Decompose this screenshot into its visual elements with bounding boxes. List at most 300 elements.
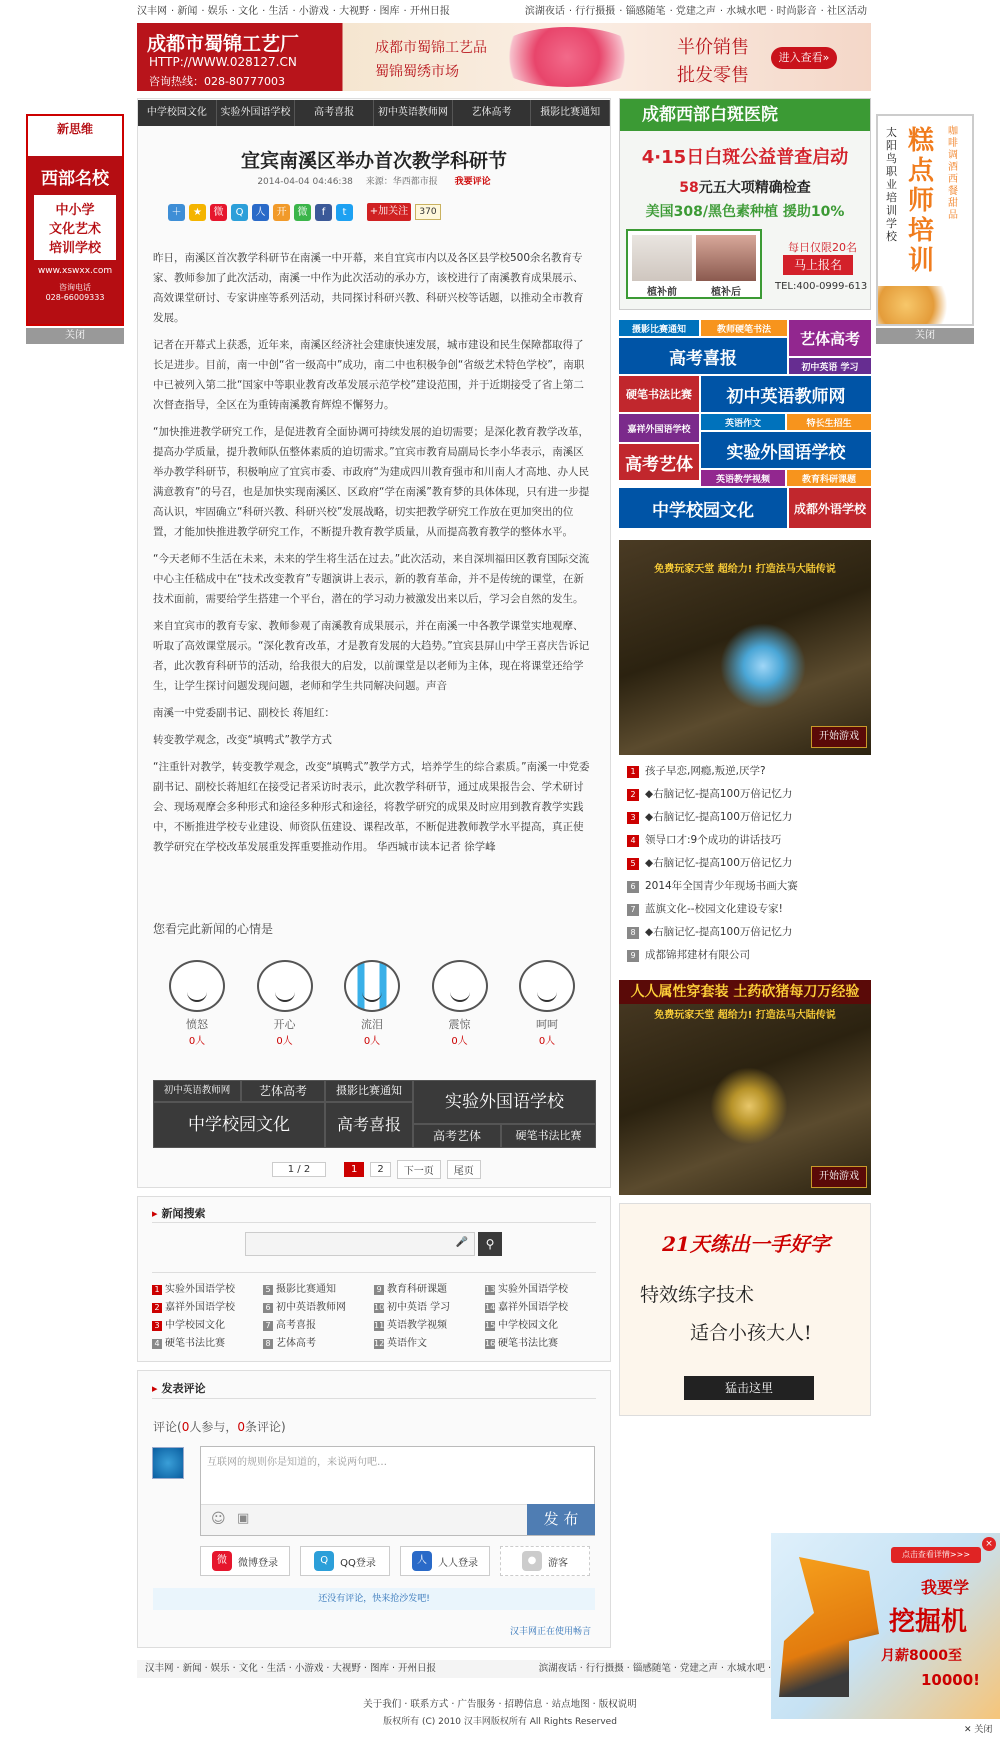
school-tile[interactable]: 英语教学视频 bbox=[701, 470, 785, 486]
school-tile[interactable]: 初中英语 学习 bbox=[789, 358, 871, 374]
hot-list-item[interactable] bbox=[619, 760, 871, 783]
article-date: 2014-04-04 04:46:38 bbox=[257, 177, 353, 187]
no-comment-notice: 还没有评论，快来抢沙发吧! bbox=[153, 1588, 595, 1610]
hot-tag-link[interactable] bbox=[485, 1318, 596, 1334]
footer-nav-link[interactable]: 党建之声 bbox=[679, 1663, 718, 1674]
link-tile[interactable]: 实验外国语学校 bbox=[413, 1080, 596, 1124]
mood-options bbox=[162, 960, 582, 1047]
link-tile[interactable]: 高考艺体 bbox=[413, 1124, 501, 1148]
excavator-image bbox=[779, 1557, 879, 1697]
mood-angry[interactable] bbox=[162, 960, 232, 1047]
top-nav-link[interactable]: 党建之声 bbox=[675, 6, 716, 17]
participant-count: 0 bbox=[181, 1420, 190, 1434]
footer-nav-link[interactable]: 汉丰网 bbox=[145, 1663, 174, 1674]
article-paragraph: 记者在开幕式上获悉，近年来，南溪区经济社会建康快速发展，城市建设和民生保障都取得了长足进步。目前，南一中创“省一级高中”成功，南二中也积极争创“省级艺术特色学校”，南职中已被列入第二批“国家中等职业教育改革发展示范学校”建设范围，并于近期接受了省上第二次督查指导，全区在为重铸南溪教育辉煌不懈努力。 bbox=[153, 339, 585, 411]
shocked-face-icon bbox=[432, 960, 488, 1012]
link-tile[interactable]: 摄影比赛通知 bbox=[325, 1080, 413, 1102]
footer-nav-link[interactable]: 行行摄摄 bbox=[585, 1663, 624, 1674]
left-ad-close-button[interactable]: 关闭 bbox=[26, 328, 124, 344]
footer-link[interactable]: 关于我们 bbox=[363, 1699, 402, 1710]
search-icon[interactable]: ⚲ bbox=[478, 1232, 502, 1256]
hot-list-item[interactable] bbox=[619, 852, 871, 875]
footer-nav-link[interactable]: 锱感随笔 bbox=[632, 1663, 671, 1674]
page-1-link[interactable]: 1 bbox=[344, 1162, 364, 1177]
mood-label: 震惊 bbox=[448, 1018, 471, 1031]
angry-face-icon bbox=[169, 960, 225, 1012]
offer-price: 58 bbox=[679, 180, 699, 196]
kaixin-icon[interactable]: 开 bbox=[273, 204, 290, 221]
excavator-ad[interactable] bbox=[771, 1533, 1000, 1719]
top-nav-link[interactable]: 大视野 bbox=[339, 6, 370, 17]
banner-slogan1: 半价销售 bbox=[677, 37, 749, 58]
pagination bbox=[272, 1160, 481, 1179]
school-tile[interactable]: 成都外语学校 bbox=[789, 488, 871, 528]
close-icon[interactable]: × bbox=[982, 1537, 996, 1551]
rank-badge: 12 bbox=[374, 1339, 385, 1348]
hot-tag-link[interactable] bbox=[152, 1336, 263, 1352]
hot-tag-link[interactable] bbox=[374, 1336, 485, 1352]
hot-list-item[interactable] bbox=[619, 898, 871, 921]
publish-button[interactable]: 发 布 bbox=[527, 1504, 595, 1535]
hot-list-item[interactable] bbox=[619, 944, 871, 967]
banner-url: HTTP://WWW.028127.CN bbox=[149, 55, 297, 69]
start-game-button[interactable]: 开始游戏 bbox=[811, 726, 867, 748]
excavator-detail-link[interactable]: 点击查看详情>>> bbox=[891, 1547, 981, 1563]
hospital-ad[interactable] bbox=[619, 98, 871, 310]
footer-nav-link[interactable]: 大视野 bbox=[332, 1663, 361, 1674]
calligraphy-ad[interactable] bbox=[619, 1203, 871, 1416]
school-tile[interactable]: 摄影比赛通知 bbox=[619, 320, 699, 336]
left-ad-line3: 文化艺术 bbox=[48, 222, 101, 237]
footer-nav-link[interactable]: 新闻 bbox=[182, 1663, 202, 1674]
hot-list-item[interactable] bbox=[619, 875, 871, 898]
left-ad-url: www.xswxx.com bbox=[37, 266, 113, 276]
footer-nav bbox=[137, 1660, 771, 1678]
rank-badge: 4 bbox=[627, 835, 639, 847]
excavator-close-button[interactable]: ✕ 关闭 bbox=[964, 1725, 993, 1735]
rank-badge: 8 bbox=[627, 927, 639, 939]
mood-smirk[interactable] bbox=[512, 960, 582, 1047]
category-tab[interactable]: 初中英语教师网 bbox=[374, 100, 453, 126]
login-label: 人人登录 bbox=[438, 1557, 478, 1569]
hot-tag-link[interactable] bbox=[263, 1300, 374, 1316]
hot-list-item[interactable] bbox=[619, 806, 871, 829]
top-nav-link[interactable]: 新闻 bbox=[177, 6, 198, 17]
comment-count-text: 评论( bbox=[153, 1420, 182, 1434]
game-scene-image bbox=[679, 1040, 819, 1150]
category-tab[interactable]: 中学校园文化 bbox=[138, 100, 217, 126]
hot-tag-link[interactable] bbox=[152, 1318, 263, 1334]
comment-count-text: 条评论) bbox=[244, 1420, 286, 1434]
offer-text: 元五大项精确检查 bbox=[698, 180, 811, 196]
top-nav-link[interactable]: 小游戏 bbox=[298, 6, 329, 17]
footer-nav-link[interactable]: 滨湖夜话 bbox=[538, 1663, 577, 1674]
hot-tag-label: 中学校园文化 bbox=[165, 1320, 225, 1331]
hot-list-item[interactable] bbox=[619, 921, 871, 944]
hot-tags bbox=[152, 1282, 596, 1352]
school-tile[interactable]: 高考喜报 bbox=[619, 338, 787, 374]
banner-brand: 成都市蜀锦工艺厂 bbox=[147, 33, 300, 55]
banner-sub1: 成都市蜀锦工艺品 bbox=[375, 40, 487, 56]
game-ad-1[interactable] bbox=[619, 540, 871, 755]
start-game-button[interactable]: 开始游戏 bbox=[811, 1166, 867, 1188]
hot-tag-label: 实验外国语学校 bbox=[165, 1284, 235, 1295]
hospital-event: 4·15日白斑公益普查启动 bbox=[641, 147, 849, 168]
last-page-link[interactable]: 尾页 bbox=[447, 1160, 481, 1179]
rank-badge: 4 bbox=[152, 1339, 162, 1349]
hot-tag-link[interactable] bbox=[263, 1282, 374, 1298]
mood-shocked[interactable] bbox=[425, 960, 495, 1047]
hot-tag-label: 硬笔书法比赛 bbox=[498, 1338, 558, 1349]
hot-tag-link[interactable] bbox=[485, 1300, 596, 1316]
article-paragraph: 南溪一中党委副书记、副校长 蒋旭红： bbox=[153, 707, 335, 719]
hot-tag-label: 嘉祥外国语学校 bbox=[498, 1302, 568, 1313]
footer-nav-link[interactable]: 娱乐 bbox=[210, 1663, 230, 1674]
twitter-icon[interactable]: t bbox=[336, 204, 353, 221]
hot-tag-label: 英语教学视频 bbox=[387, 1320, 447, 1331]
school-tile[interactable]: 教育科研课题 bbox=[787, 470, 871, 486]
comment-number: 0 bbox=[237, 1420, 245, 1434]
game-scene-image bbox=[679, 600, 819, 710]
banner-phone: 咨询热线：028-80777003 bbox=[149, 75, 285, 88]
mood-count: 0人 bbox=[363, 1036, 381, 1047]
link-tile[interactable]: 硬笔书法比赛 bbox=[501, 1124, 596, 1148]
after-label: 植补后 bbox=[711, 287, 741, 298]
hot-tag-label: 初中英语教师网 bbox=[276, 1302, 346, 1313]
rank-badge: 3 bbox=[627, 812, 639, 824]
hospital-tel: TEL:400-0999-613 bbox=[775, 281, 868, 292]
mood-count: 0人 bbox=[451, 1036, 468, 1047]
left-ad-phone: 028-66009333 bbox=[45, 293, 105, 302]
hot-tag-label: 艺体高考 bbox=[276, 1338, 316, 1349]
hot-list-label: 孩子早恋,网瘾,叛逆,厌学? bbox=[645, 765, 766, 777]
hot-list-label: ◆右脑记忆-提高100万倍记忆力 bbox=[645, 857, 793, 869]
emoji-icon[interactable]: ☺ bbox=[211, 1511, 226, 1527]
top-nav-link[interactable]: 时尚影音 bbox=[776, 6, 817, 17]
hot-tag-label: 高考喜报 bbox=[276, 1320, 316, 1331]
image-icon[interactable]: ▣ bbox=[237, 1511, 250, 1526]
footer-link[interactable]: 版权说明 bbox=[598, 1699, 637, 1710]
rank-badge: 1 bbox=[627, 766, 639, 778]
hot-tag-label: 嘉祥外国语学校 bbox=[165, 1302, 235, 1313]
calligraphy-click-button[interactable]: 猛击这里 bbox=[684, 1376, 814, 1400]
hot-tag-link[interactable] bbox=[374, 1318, 485, 1334]
changyan-link[interactable]: 汉丰网正在使用畅言 bbox=[510, 1627, 592, 1637]
excavator-line2: 挖掘机 bbox=[889, 1607, 968, 1637]
category-tab[interactable]: 实验外国语学校 bbox=[217, 100, 296, 126]
school-tile[interactable]: 中学校园文化 bbox=[619, 488, 787, 528]
footer-nav-right: 滨湖夜话 · 行行摄摄 · 锱感随笔 · 党建之声 · 水城水吧 · bbox=[538, 1663, 771, 1674]
mood-label: 呵呵 bbox=[536, 1018, 558, 1031]
before-after-images bbox=[626, 229, 762, 299]
hospital-quota: 每日仅限20名 bbox=[788, 241, 857, 254]
right-ad-big: 糕点师培训 bbox=[908, 126, 935, 276]
hot-tag-label: 实验外国语学校 bbox=[498, 1284, 568, 1295]
follow-count: 370 bbox=[415, 204, 441, 220]
rank-badge: 15 bbox=[485, 1321, 496, 1330]
footer-nav-link[interactable]: 文化 bbox=[238, 1663, 258, 1674]
page-summary: 1 / 2 bbox=[272, 1162, 326, 1177]
right-side-ad[interactable] bbox=[876, 114, 974, 326]
calligraphy-headline: 21天练出一手好字 bbox=[662, 1232, 830, 1256]
game-banner: 人人属性穿套装 土药砍猪每刀万经验 bbox=[619, 980, 871, 1004]
hot-tag-label: 硬笔书法比赛 bbox=[165, 1338, 225, 1349]
hot-list-label: 2014年全国青少年现场书画大赛 bbox=[645, 880, 798, 892]
rank-badge: 10 bbox=[374, 1303, 385, 1312]
hot-tag-link[interactable] bbox=[485, 1282, 596, 1298]
signup-button[interactable]: 马上报名 bbox=[783, 255, 853, 275]
rank-badge: 6 bbox=[627, 881, 639, 893]
avatar bbox=[152, 1447, 184, 1479]
right-ad-small: 咖啡调酒西餐甜品 bbox=[948, 126, 958, 221]
mood-count: 0人 bbox=[188, 1036, 206, 1047]
after-image bbox=[696, 235, 756, 281]
left-ad-logo: 新思维 bbox=[28, 116, 122, 156]
school-tile[interactable]: 英语作文 bbox=[701, 414, 785, 430]
mood-count: 0人 bbox=[276, 1036, 293, 1047]
hospital-title: 成都西部白斑医院 bbox=[620, 99, 870, 131]
top-nav-link[interactable]: 文化 bbox=[238, 6, 259, 17]
hot-list-label: ◆右脑记忆-提高100万倍记忆力 bbox=[645, 788, 793, 800]
footer-nav-link[interactable]: 生活 bbox=[266, 1663, 286, 1674]
weibo-icon: 微 bbox=[212, 1551, 232, 1571]
footer-nav-link[interactable]: 图库 bbox=[369, 1663, 389, 1674]
smirk-face-icon bbox=[519, 960, 575, 1012]
school-tile[interactable]: 硬笔书法比赛 bbox=[619, 376, 699, 412]
category-tab[interactable]: 高考喜报 bbox=[295, 100, 374, 126]
hot-tag-link[interactable] bbox=[152, 1300, 263, 1316]
qq-icon: Q bbox=[314, 1551, 334, 1571]
guest-login-button[interactable] bbox=[500, 1546, 590, 1576]
guest-avatar-icon: ● bbox=[522, 1551, 542, 1571]
footer-link[interactable]: 联系方式 bbox=[410, 1699, 449, 1710]
comment-title: ▸ 发表评论 bbox=[152, 1380, 206, 1396]
left-ad-line1: 西部名校 bbox=[41, 169, 109, 189]
top-nav-link[interactable]: 娱乐 bbox=[207, 6, 228, 17]
facebook-icon[interactable]: f bbox=[315, 204, 332, 221]
article-title: 宜宾南溪区举办首次教学科研节 bbox=[240, 150, 507, 172]
link-tile[interactable]: 初中英语教师网 bbox=[153, 1080, 241, 1102]
news-search-input[interactable] bbox=[245, 1232, 475, 1256]
rank-badge: 13 bbox=[485, 1285, 496, 1294]
hot-tag-link[interactable] bbox=[485, 1336, 596, 1352]
hot-tag-label: 英语作文 bbox=[387, 1338, 427, 1349]
banner-slogan2: 批发零售 bbox=[677, 65, 749, 86]
link-tile[interactable]: 中学校园文化 bbox=[153, 1102, 325, 1148]
hot-tag-label: 初中英语 学习 bbox=[387, 1302, 451, 1313]
top-nav-link[interactable]: 汉丰网 bbox=[137, 6, 167, 17]
footer-nav-link[interactable]: 水城水吧 bbox=[726, 1663, 765, 1674]
news-search-title: ▸ 新闻搜索 bbox=[152, 1205, 206, 1221]
link-tile[interactable]: 艺体高考 bbox=[241, 1080, 325, 1102]
category-tab[interactable]: 摄影比赛通知 bbox=[531, 100, 610, 126]
footer-link[interactable]: 招聘信息 bbox=[504, 1699, 543, 1710]
mood-label: 流泪 bbox=[361, 1018, 383, 1031]
hot-tag-link[interactable] bbox=[152, 1282, 263, 1298]
left-ad-phone-label: 咨询电话 bbox=[59, 283, 91, 292]
weibo-icon[interactable]: 微 bbox=[210, 204, 227, 221]
hot-list-label: 蓝旗文化--校园文化建设专家! bbox=[645, 903, 783, 915]
rank-badge: 3 bbox=[152, 1321, 162, 1331]
calligraphy-line2: 特效练字技术 bbox=[640, 1284, 755, 1306]
mood-happy[interactable] bbox=[250, 960, 320, 1047]
cake-image bbox=[878, 286, 972, 324]
footer-link[interactable]: 广告服务 bbox=[457, 1699, 496, 1710]
comment-textarea[interactable]: 互联网的规则你是知道的，来说两句吧… bbox=[200, 1446, 595, 1536]
article-paragraph: 昨日，南溪区首次教学科研节在南溪一中开幕，来自宜宾市内以及各区县学校500余名教育专家、教师参加了此次活动，南溪一中作为此次活动的承办方，该校进行了南溪教育成果展示、高效课堂研讨、专家讲座等系列活动，共同探讨科研兴教、科研兴校等话题，以推动全市教育发展。 bbox=[153, 252, 584, 324]
link-tile[interactable]: 高考喜报 bbox=[325, 1102, 413, 1148]
renren-icon[interactable]: 人 bbox=[252, 204, 269, 221]
renren-icon: 人 bbox=[412, 1551, 432, 1571]
school-tile[interactable]: 教师硬笔书法 bbox=[701, 320, 787, 336]
next-page-link[interactable]: 下一页 bbox=[397, 1160, 441, 1179]
share-more-icon[interactable]: ＋ bbox=[168, 204, 185, 221]
school-tile[interactable]: 嘉祥外国语学校 bbox=[619, 414, 699, 442]
hot-list-label: ◆右脑记忆-提高100万倍记忆力 bbox=[645, 926, 793, 938]
mic-icon[interactable]: 🎤 bbox=[455, 1237, 468, 1248]
weibo-login-button[interactable] bbox=[200, 1546, 290, 1576]
rank-badge: 2 bbox=[152, 1303, 162, 1313]
login-label: QQ登录 bbox=[340, 1557, 376, 1569]
footer-links: 关于我们 · 联系方式 · 广告服务 · 招聘信息 · 站点地图 · 版权说明 bbox=[363, 1699, 637, 1710]
divider bbox=[152, 1272, 596, 1273]
hot-list-label: ◆右脑记忆-提高100万倍记忆力 bbox=[645, 811, 793, 823]
right-ad-line1: 太阳鸟职业培训学校 bbox=[886, 126, 897, 243]
article-paragraph: “注重针对教学，转变教学观念，改变“填鸭式”教学方式，培养学生的综合素质。”南溪一中党委副书记、副校长蒋旭红在接受记者采访时表示，此次教学科研节，通过成果报告会、学术研讨会、现场观摩会多种形式和途径多种形式和途径，将教学研究的成果及时应用到教育教学实践中，不断推进学校专业建设、师资队伍建设、课程改革，不断促进教师教学水平提高，真正使教学研究在学校改革发展重发挥重要推动作用。 华西城市读本记者 徐学峰 bbox=[153, 761, 590, 853]
article-body bbox=[153, 248, 593, 864]
school-tile[interactable]: 高考艺体 bbox=[619, 444, 699, 480]
school-tile[interactable]: 艺体高考 bbox=[789, 320, 871, 356]
mood-label: 愤怒 bbox=[186, 1018, 208, 1031]
article-paragraph: 转变教学观念，改变“填鸭式”教学方式 bbox=[153, 734, 332, 746]
excavator-line4: 10000! bbox=[921, 1671, 981, 1689]
article-paragraph: “今天老师不生活在未来，未来的学生将生活在过去。”此次活动，来自深圳福田区教育国际交流中心主任嵇成中在“技术改变教育”专题演讲上表示，新的教育革命，并不是传统的课堂，在新技术面前，需要给学生搭建一个平台，潜在的学习动力被激发出来以后，学习会自然的发生。 bbox=[153, 553, 590, 605]
flower-image bbox=[492, 27, 642, 87]
mood-question: 您看完此新闻的心情是 bbox=[153, 922, 274, 936]
rank-badge: 7 bbox=[263, 1321, 273, 1331]
qzone-icon[interactable]: Q bbox=[231, 204, 248, 221]
top-nav-link[interactable]: 水城水吧 bbox=[726, 6, 767, 17]
footer-nav-link[interactable]: 开州日报 bbox=[398, 1663, 437, 1674]
divider bbox=[152, 1398, 596, 1399]
hot-list-item[interactable] bbox=[619, 783, 871, 806]
follow-button[interactable]: +加关注 bbox=[367, 203, 411, 221]
excavator-line3: 月薪8000至 bbox=[881, 1648, 962, 1664]
game-tagline: 免费玩家天堂 超给力! 打造法马大陆传说 bbox=[654, 1010, 836, 1021]
left-ad-line4: 培训学校 bbox=[48, 241, 101, 256]
rank-badge: 6 bbox=[263, 1303, 273, 1313]
top-nav-link[interactable]: 生活 bbox=[268, 6, 289, 17]
rank-badge: 2 bbox=[627, 789, 639, 801]
rank-badge: 5 bbox=[627, 858, 639, 870]
login-label: 游客 bbox=[548, 1557, 568, 1569]
copyright: 版权所有 (C) 2010 汉丰网版权所有 All Rights Reserved bbox=[383, 1717, 617, 1727]
before-image bbox=[632, 235, 692, 281]
top-nav-link[interactable]: 锱感随笔 bbox=[625, 6, 666, 17]
renren-login-button[interactable] bbox=[400, 1546, 490, 1576]
link-tiles bbox=[153, 1080, 596, 1148]
hot-list-label: 成都锦邦建材有限公司 bbox=[645, 949, 750, 961]
rank-badge: 5 bbox=[263, 1285, 273, 1295]
footer-link[interactable]: 站点地图 bbox=[551, 1699, 590, 1710]
crying-face-icon bbox=[344, 960, 400, 1012]
article-paragraph: “加快推进教学研究工作，是促进教育全面协调可持续发展的迫切需要；是深化教育教学改革，提高办学质量，提升教师队伍整体素质的迫切需求。”宜宾市教育局副局长李小华表示，南溪区举办教学科研节，积极响应了宜宾市委、市政府“为建成四川教育强市和川南人才高地、办人民满意教育”的号召，也是加快实现南溪区、区政府“学在南溪”教育梦的具体体现，只有进一步提高认识，牢固确立“科研兴教、科研兴校”发展战略，切实把教学研究工作放在更加突出的位置，才能加快推进教学研究工作，不断提升教育教学质量，从而提高教育教学的整体水平。 bbox=[153, 426, 590, 538]
school-tile[interactable]: 特长生招生 bbox=[787, 414, 871, 430]
excavator-line1: 我要学 bbox=[921, 1578, 970, 1597]
footer-nav-left: 汉丰网 · 新闻 · 娱乐 · 文化 · 生活 · 小游戏 · 大视野 · 图库 · 开州日报 bbox=[145, 1663, 437, 1674]
hot-tag-label: 摄影比赛通知 bbox=[276, 1284, 336, 1295]
mood-count: 0人 bbox=[538, 1036, 556, 1047]
top-nav-link[interactable]: 滨湖夜话 bbox=[524, 6, 565, 17]
top-nav-link[interactable]: 社区活动 bbox=[827, 6, 867, 17]
rank-badge: 14 bbox=[485, 1303, 496, 1312]
footer-nav-link[interactable]: 小游戏 bbox=[294, 1663, 324, 1674]
top-nav-left: 汉丰网 · 新闻 · 娱乐 · 文化 · 生活 · 小游戏 · 大视野 · 图库 · 开州日报 bbox=[137, 6, 450, 17]
hot-tag-label: 教育科研课题 bbox=[387, 1284, 447, 1295]
hospital-offer bbox=[620, 177, 870, 197]
hot-tag-link[interactable] bbox=[374, 1282, 485, 1298]
category-tab[interactable]: 艺体高考 bbox=[453, 100, 532, 126]
right-ad-close-button[interactable]: 关闭 bbox=[876, 328, 974, 344]
top-nav-link[interactable]: 行行摄摄 bbox=[575, 6, 616, 17]
game-tagline: 免费玩家天堂 超给力! 打造法马大陆传说 bbox=[654, 564, 836, 575]
hot-tag-link[interactable] bbox=[374, 1300, 485, 1316]
rank-badge: 8 bbox=[263, 1339, 273, 1349]
rank-badge: 11 bbox=[374, 1321, 385, 1330]
top-nav-link[interactable]: 开州日报 bbox=[409, 6, 450, 17]
banner-enter-button[interactable]: 进入查看» bbox=[771, 47, 837, 69]
top-nav-right: 滨湖夜话 · 行行摄摄 · 锱感随笔 · 党建之声 · 水城水吧 · 时尚影音 · 社区活动 bbox=[524, 6, 867, 17]
article-source: 来源：华西都市报 bbox=[365, 177, 438, 187]
mood-crying[interactable] bbox=[337, 960, 407, 1047]
before-label: 植补前 bbox=[647, 287, 677, 298]
top-banner-ad[interactable] bbox=[137, 23, 871, 91]
close-label: 关闭 bbox=[974, 1725, 993, 1735]
left-side-ad[interactable] bbox=[26, 114, 124, 326]
favorite-star-icon[interactable]: ★ bbox=[189, 204, 206, 221]
hospital-aid: 美国308/黑色素种植 援助10% bbox=[645, 204, 845, 220]
login-options bbox=[200, 1546, 590, 1576]
hot-list-item[interactable] bbox=[619, 829, 871, 852]
page-2-link[interactable]: 2 bbox=[370, 1162, 390, 1177]
comment-count-text: 人参与， bbox=[189, 1420, 238, 1434]
happy-face-icon bbox=[257, 960, 313, 1012]
banner-sub2: 蜀锦蜀绣市场 bbox=[375, 64, 459, 80]
hot-list-label: 领导口才:9个成功的讲话技巧 bbox=[645, 834, 782, 846]
calligraphy-line3: 适合小孩大人! bbox=[690, 1322, 812, 1344]
login-label: 微博登录 bbox=[238, 1557, 278, 1569]
article-paragraph: 来自宜宾市的教育专家、教师参观了南溪教育成果展示，并在南溪一中各教学课堂实地观摩、听取了高效课堂展示。“深化教育改革，才是教育发展的大趋势。”宜宾县屏山中学王喜庆告诉记者，此次教育科研节的活动，给我很大的启发，以前课堂是以老师为主体，现在将课堂还给学生，让学生探讨问题发现问题，老师和学生共同解决问题。声音 bbox=[153, 620, 590, 692]
game-ad-2[interactable] bbox=[619, 980, 871, 1195]
wechat-icon[interactable]: 微 bbox=[294, 204, 311, 221]
share-bar bbox=[168, 202, 441, 222]
rank-badge: 7 bbox=[627, 904, 639, 916]
rank-badge: 16 bbox=[485, 1339, 496, 1348]
article-meta bbox=[138, 174, 610, 187]
top-nav bbox=[137, 3, 871, 21]
divider bbox=[152, 1222, 596, 1223]
school-tile[interactable]: 初中英语教师网 bbox=[701, 376, 871, 412]
comment-link[interactable]: 我要评论 bbox=[454, 177, 491, 187]
school-tile[interactable]: 实验外国语学校 bbox=[701, 432, 871, 468]
category-tabs bbox=[138, 100, 610, 126]
hot-tag-label: 中学校园文化 bbox=[498, 1320, 558, 1331]
hot-tag-link[interactable] bbox=[263, 1318, 374, 1334]
comment-count bbox=[153, 1418, 286, 1435]
qq-login-button[interactable] bbox=[300, 1546, 390, 1576]
top-nav-link[interactable]: 图库 bbox=[379, 6, 400, 17]
hot-tag-link[interactable] bbox=[263, 1336, 374, 1352]
